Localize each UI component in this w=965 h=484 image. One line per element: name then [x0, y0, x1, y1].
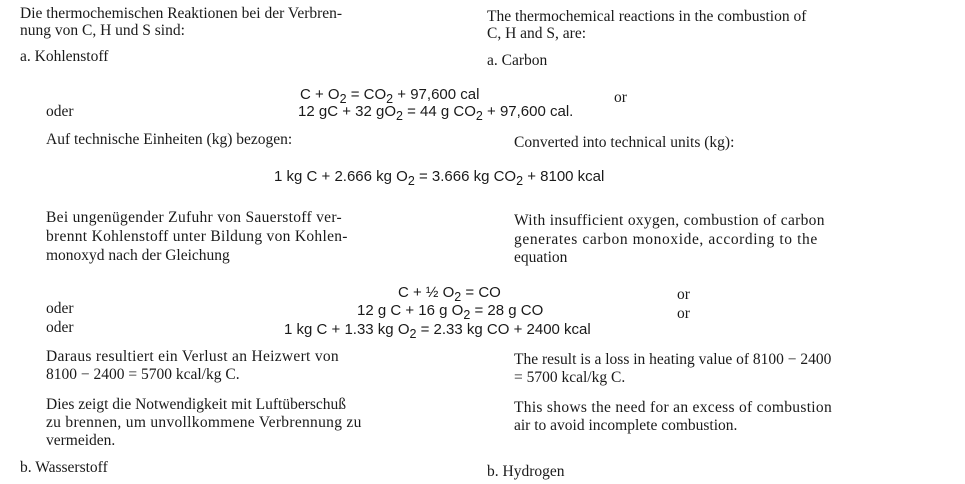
de-loss-line-1: Daraus resultiert ein Verlust an Heizwert von: [46, 348, 339, 365]
en-insufficient-line-3: equation: [514, 249, 568, 266]
de-loss-line-2: 8100 − 2400 = 5700 kcal/kg C.: [46, 366, 240, 383]
equation-co-2: 12 g C + 16 g $O_2 = 28$ g CO: [357, 302, 544, 322]
equation-co-1: C + ½ $O_2$ = CO: [398, 284, 501, 304]
en-heading-carbon: a. Carbon: [487, 52, 548, 69]
de-technical-units: Auf technische Einheiten (kg) bezogen:: [46, 131, 293, 148]
en-heading-hydrogen: b. Hydrogen: [487, 463, 565, 480]
de-heading-carbon: a. Kohlenstoff: [20, 48, 109, 65]
de-oder-2: oder: [46, 300, 74, 317]
en-need-line-1: This shows the need for an excess of combustion: [514, 399, 833, 416]
de-intro-line-2: nung von C, H und S sind:: [20, 22, 185, 39]
de-oder-1: oder: [46, 103, 74, 120]
equation-co-3: 1 kg C + 1.33 kg $O_2 = 2.33$ kg CO + 2400 kcal: [284, 321, 591, 341]
de-insufficient-line-3: monoxyd nach der Gleichung: [46, 247, 230, 264]
equation-carbon-2: 12 gC + 32 $gO_2 = 44$ g $CO_2 + 97,600$ cal.: [298, 103, 574, 123]
de-heading-hydrogen: b. Wasserstoff: [20, 459, 108, 476]
en-loss-line-1: The result is a loss in heating value of 8100 − 2400: [514, 351, 832, 368]
en-technical-units: Converted into technical units (kg):: [514, 134, 735, 151]
de-need-line-3: vermeiden.: [46, 432, 116, 449]
de-insufficient-line-2: brennt Kohlenstoff unter Bildung von Kohlen-: [46, 228, 348, 245]
de-intro-line-1: Die thermochemischen Reaktionen bei der Verbren-: [20, 5, 343, 22]
en-need-line-2: air to avoid incomplete combustion.: [514, 417, 738, 434]
en-intro-line-1: The thermochemical reactions in the combustion of: [487, 8, 807, 25]
en-insufficient-line-1: With insufficient oxygen, combustion of carbon: [514, 212, 825, 229]
en-or-1: or: [614, 89, 627, 106]
de-oder-3: oder: [46, 319, 74, 336]
equation-technical-units: 1 kg C + 2.666 kg $O_2 = 3.666$ kg $CO_2 + 8100$ kcal: [274, 168, 605, 188]
equation-carbon-1: $C + O_2 = CO_2 + 97,600$ cal: [300, 86, 480, 106]
de-insufficient-line-1: Bei ungenügender Zufuhr von Sauerstoff ver-: [46, 209, 342, 226]
de-need-line-1: Dies zeigt die Notwendigkeit mit Luftüberschuß: [46, 396, 347, 413]
en-intro-line-2: C, H and S, are:: [487, 25, 587, 42]
en-or-2: or: [677, 286, 690, 303]
en-or-3: or: [677, 305, 690, 322]
en-insufficient-line-2: generates carbon monoxide, according to the: [514, 231, 818, 248]
en-loss-line-2: = 5700 kcal/kg C.: [514, 369, 626, 386]
de-need-line-2: zu brennen, um unvollkommene Verbrennung zu: [46, 414, 362, 431]
